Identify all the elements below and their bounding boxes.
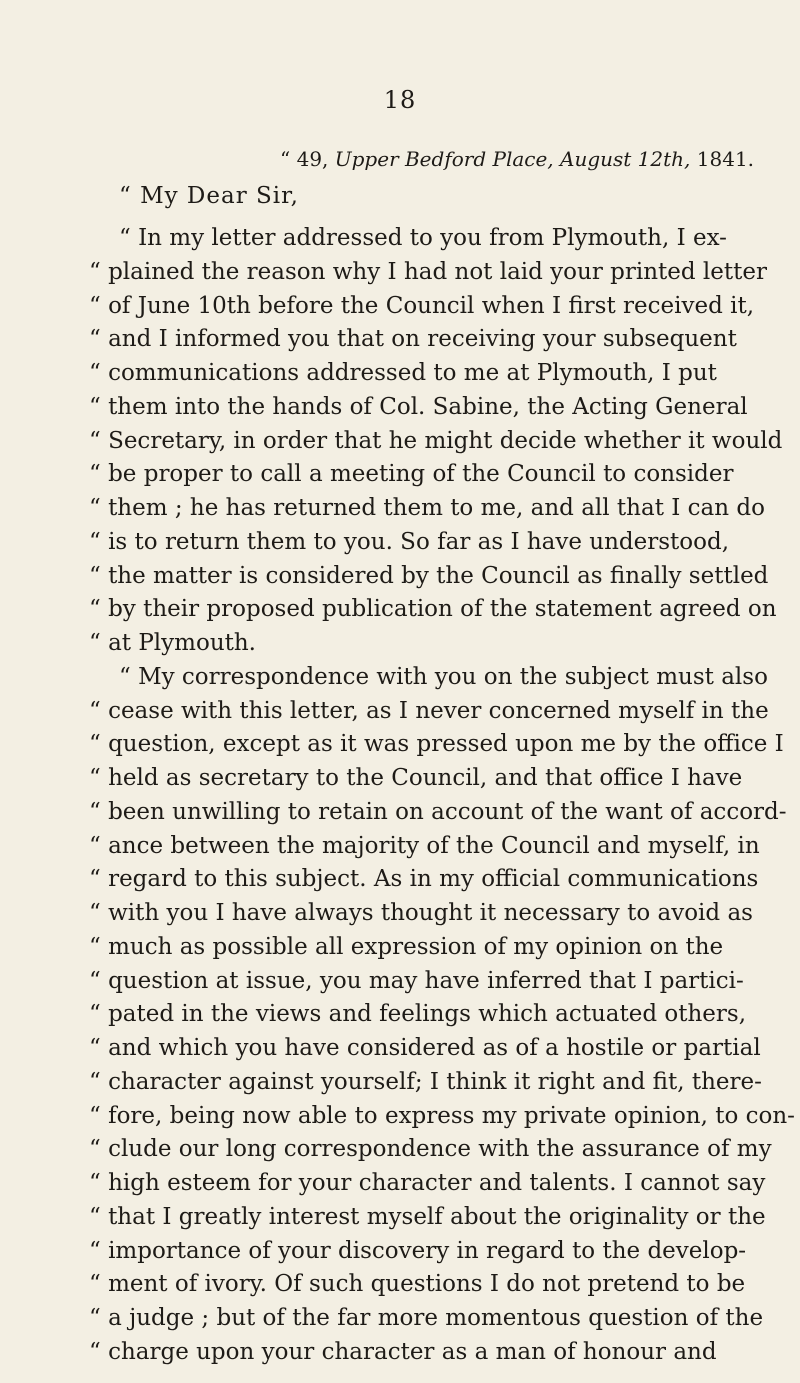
body-line: “ of June 10th before the Council when I first received it, — [89, 292, 755, 319]
body-line: “ communications addressed to me at Plymouth, I put — [89, 360, 717, 386]
body-line: “ ance between the majority of the Council and myself, in — [89, 832, 760, 859]
body-line: “ importance of your discovery in regard to the develop- — [89, 1237, 747, 1264]
body-line: “ at Plymouth. — [89, 630, 256, 656]
body-line: “ plained the reason why I had not laid your printed letter — [89, 258, 767, 285]
dateline-open-quote: “ — [280, 147, 291, 171]
body-line: “ be proper to call a meeting of the Council to consider — [89, 461, 734, 488]
body-line: “ fore, being now able to express my private opinion, to con- — [89, 1102, 795, 1129]
body-line: “ question at issue, you may have inferred that I partici- — [89, 967, 744, 994]
body-line: “ been unwilling to retain on account of the want of accord- — [89, 798, 787, 825]
dateline-number: 49, — [296, 147, 329, 171]
body-line: “ the matter is considered by the Council as finally settled — [89, 562, 769, 589]
body-line: “ Secretary, in order that he might decide whether it would — [89, 427, 783, 454]
body-line: “ a judge ; but of the far more momentous question of the — [89, 1305, 764, 1331]
letter-dateline — [280, 147, 754, 171]
body-line: “ pated in the views and feelings which actuated others, — [89, 1001, 747, 1028]
body-line: “ with you I have always thought it necessary to avoid as — [89, 900, 753, 926]
body-line: “ clude our long correspondence with the assurance of my — [89, 1136, 772, 1163]
body-line: “ In my letter addressed to you from Plymouth, I ex- — [119, 225, 727, 251]
body-line: “ by their proposed publication of the statement agreed on — [89, 596, 777, 623]
body-line: “ them ; he has returned them to me, and all that I can do — [89, 495, 765, 521]
dateline-month-day: August 12th, — [560, 147, 691, 171]
body-line: “ and I informed you that on receiving your subsequent — [89, 326, 737, 353]
dateline-place: Upper Bedford Place, — [334, 147, 554, 171]
dateline-year: 1841. — [696, 147, 755, 171]
body-line: “ held as secretary to the Council, and that office I have — [89, 765, 743, 791]
body-line: “ much as possible all expression of my opinion on the — [89, 933, 724, 960]
body-line: “ that I greatly interest myself about the originality or the — [89, 1203, 766, 1230]
body-line: “ My correspondence with you on the subject must also — [119, 663, 768, 690]
body-line: “ cease with this letter, as I never concerned myself in the — [89, 697, 769, 724]
body-line: “ high esteem for your character and talents. I cannot say — [89, 1170, 766, 1196]
body-line: “ regard to this subject. As in my official communications — [89, 866, 759, 893]
page-number: 18 — [383, 86, 417, 114]
body-line: “ them into the hands of Col. Sabine, the Acting General — [89, 393, 748, 420]
body-line: “ charge upon your character as a man of honour and — [89, 1338, 717, 1365]
body-line: “ and which you have considered as of a hostile or partial — [89, 1035, 761, 1061]
body-line: “ is to return them to you. So far as I have understood, — [89, 528, 730, 555]
body-line: “ question, except as it was pressed upon me by the office I — [89, 731, 784, 758]
letter-salutation: “ My Dear Sir, — [119, 183, 299, 209]
body-line: “ ment of ivory. Of such questions I do not pretend to be — [89, 1271, 746, 1298]
body-line: “ character against yourself; I think it right and fit, there- — [89, 1068, 762, 1095]
